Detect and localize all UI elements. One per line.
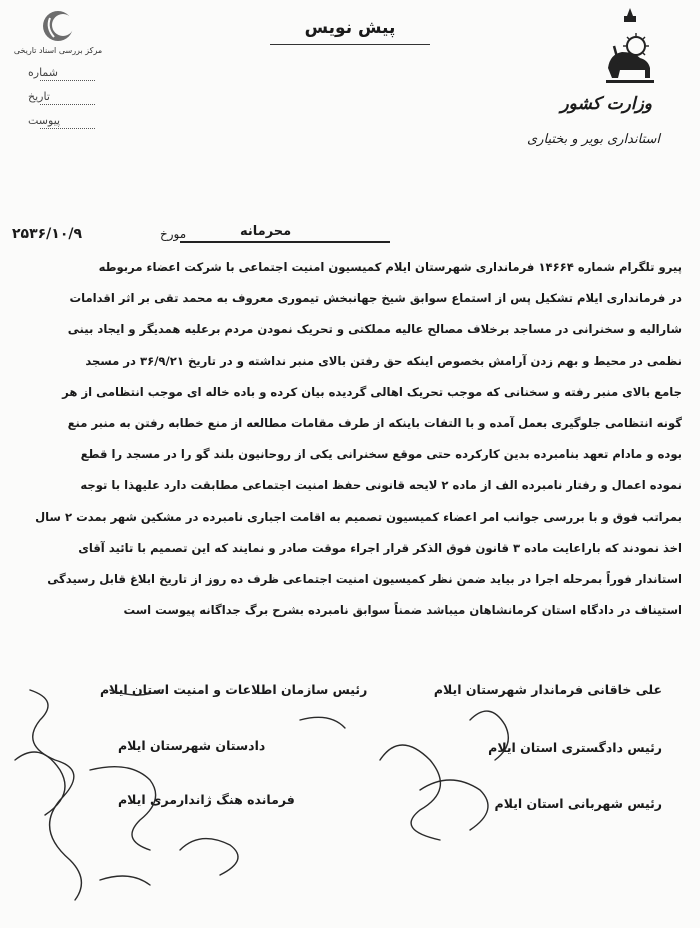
- signature-intelligence-head: رئیس سازمان اطلاعات و امنیت استان ایلام: [100, 682, 368, 697]
- office-heading: استانداری بویر و بختیاری: [527, 132, 660, 147]
- signature-governor: علی خاقانی فرماندار شهرستان ایلام: [433, 682, 662, 697]
- body-line: پیرو تلگرام شماره ۱۴۶۶۴ فرمانداری شهرستان ایلام کمیسیون امنیت اجتماعی با شرکت اعضاء مربوطه: [98, 260, 682, 274]
- body-line: جامع بالای منبر رفته و سخنانی که موجب تحریک اهالی گردیده بیان کرده و باده خاله ای موجب انتظامی از هر: [62, 384, 682, 399]
- body-line: بمراتب فوق و با بررسی جوانب امر اعضاء کمیسیون تصمیم به اقامت اجباری نامبرده در مشکین شهر بمدت ۲ سال: [35, 509, 682, 524]
- number-field-line: [40, 80, 95, 81]
- signature-gendarmerie-commander: فرمانده هنگ ژاندارمری ایلام: [118, 792, 295, 807]
- signature-police-head: رئیس شهربانی استان ایلام: [494, 796, 662, 811]
- ministry-heading: وزارت کشور: [560, 94, 652, 114]
- draft-title: پیش نویس: [304, 18, 396, 38]
- title-underline: [270, 44, 430, 45]
- body-line: گونه انتظامی جلوگیری بعمل آمده و با التفات باینکه از طرف مقامات مطالعه از منع خطابه رفتن به منبر منع: [67, 415, 682, 430]
- body-line: بوده و مادام تعهد بنامبرده بدین کارکرده حتی موقع سخنرانی یکی از روحانیون بلند گو را در مسجد را قطع: [80, 447, 682, 462]
- attachment-field-line: [40, 128, 95, 129]
- body-line: در فرمانداری ایلام تشکیل پس از استماع سوابق شیخ جهانبخش تیموری معروف به محمد تقی بر اثر اقدامات: [69, 291, 682, 306]
- classification-underline: [180, 241, 390, 243]
- body-line: شارالیه و سخنرانی در مساجد برخلاف مصالح عالیه مملکتی و تحریک نمودن مردم برعلیه همدیگر و ایجاد بینی: [67, 322, 682, 337]
- number-field-label: شماره: [28, 66, 59, 79]
- letter-body: [12, 252, 682, 626]
- date-field-line: [40, 104, 95, 105]
- lion-and-sun-emblem-icon: [600, 6, 660, 90]
- body-line: اخذ نمودند که باراعایت ماده ۳ قانون فوق الذکر قرار اجراء موقت صادر و نمایند که این تصمیم با تائید آقای: [78, 540, 682, 555]
- body-line: استاندار فوراً بمرحله اجرا در بیاید ضمن نظر کمیسیون امنیت اجتماعی ظرف ده روز از تاریخ ابلاغ قابل رسیدگی: [47, 571, 682, 586]
- signature-prosecutor: دادستان شهرستان ایلام: [118, 738, 266, 753]
- body-line: استیناف در دادگاه استان کرمانشاهان میباشد ضمناً سوابق نامبرده بشرح برگ جداگانه پیوست است: [123, 603, 682, 618]
- classification-label: محرمانه: [240, 224, 292, 239]
- signature-justice-head: رئیس دادگستری استان ایلام: [488, 740, 662, 755]
- body-line: نظمی در محیط و بهم زدن آرامش بخصوص اینکه حق رفتن بالای منبر نداشته و در تاریخ ۳۶/۹/۲۱ در مسجد: [85, 353, 682, 368]
- body-line: نموده اعمال و رفتار نامبرده الف از ماده ۲ لایحه قانونی حفظ امنیت اجتماعی مطابقت دارد علیهذا با توجه: [80, 478, 682, 493]
- attachment-field-label: پیوست: [28, 114, 61, 127]
- date-field-label: تاریخ: [28, 90, 50, 103]
- document-date: ۲۵۳۶/۱۰/۹: [12, 226, 83, 242]
- archive-logo-caption: مرکز بررسی اسناد تاریخی: [13, 46, 103, 55]
- date-label: مورخ: [160, 227, 187, 241]
